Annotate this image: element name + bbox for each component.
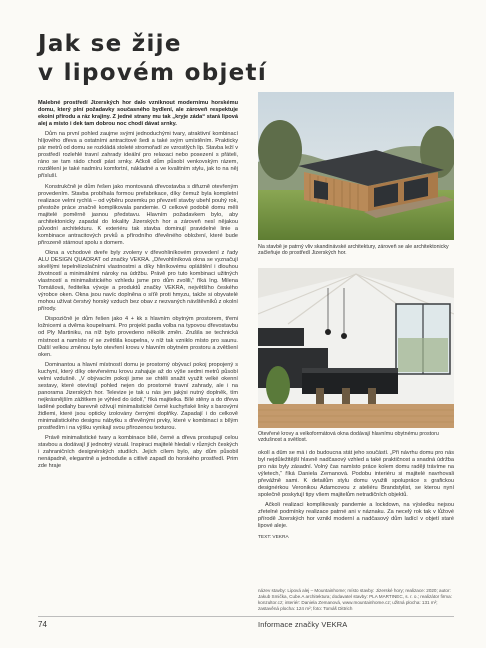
- house-exterior-photo: [258, 92, 454, 240]
- project-credits: název stavby: Lipová alej – Mountainhome; místo stavby: Jizerské hory; realizace: 2020; autor: Jakub Smička, Cube.A architektura; dodavatel stavby: PLA MARTINEC, s. r. o.; realizátor firma: konzultor.cz; interiér: Daniela Zemanová, www.mountainhome.cz; užitná plocha: 131 m²; zastavěná plocha: 124 m²; foto: Tomáš Dittrich: [258, 588, 452, 611]
- paragraph: Dominantou a hlavní místností domu je prostorný obývací pokoj propojený s kuchyní, který díky otevřenému krovu zahajuje až do výše sedmi metrů působí velmi vzdušně. „V obývacím pokoji jsme se chtěli snažit využít velké okenní sestavy, které otevírají pohled nejen do prostorné travní zahrady, ale i na panorama Jizerských hor. Televize je tak u nás jen jakýsi nutný doplněk, tím nejkrásnějším zážitkem je výhled do údolí,“ říká majitelka. Bílé stěny a do dřeva laděné podlahy barevně ožívují minimalistické černé kuchyňské linky s barovými židlemi, které jsou opticky izolovány černými doplňky. Zapadají i do celkově minimalistického designu nábytku s dřevěnými prvky, které v kombinaci s bílým prostředím i na výšku vynikají svou přirozenou texturou.: [38, 361, 238, 432]
- lead-paragraph: Malebné prostředí Jizerských hor dalo vzniknout modernímu horskému domu, který plní požadavky současného bydlení, ale zároveň respektuje ekoini přírodu a ráz krajiny. Z jedné strany mu tak „kryje záda“ stará lipová alej a místo i dek tam dobrou noc chodí dávat srnky.: [38, 100, 238, 128]
- photo-caption: Otevřené krovy a velkoformátová okna dodávají hlavnímu obytnému prostoru vzdušnost a světlost.: [258, 431, 439, 444]
- article-title: [38, 30, 267, 88]
- paragraph: Dům na první pohled zaujme svými jednoduchými tvary, atraktivní kombinací hlíjového dřeva a ostatními antracitové šedi a také svým umístěním. Prakticky pár metrů od domu se rozkládá stoleté stromořadí ze vzrostlých lip. Stavba leží v prostředí rozlehlé travní zahrady ideální pro relaxaci nebo posezení s přáteli, ráno se tam rádo chodí pást srnky. Ačkoli dům působí venkovským rázem, rozdělení je také nadmíru komfortní, nákladné a ve kvalitním stylu, jak to na něj přísluší.: [38, 131, 238, 180]
- paragraph: Konstrukčně je dům řešen jako montovaná dřevostavba s difuzně otevřeným provedením. Stavba probíhala formou prefabrikace, díky čemuž byla kompletní realizace velmi rychlá – od výběru pozemku po převzetí stavby ubehl pouhý rok, přestože práce značně komplikovala pandemie. O celkové podobě domu měli majitelé poměrně jasnou představu. Hlavním požadavkem bylo, aby architektonicky zapadal do lokality Jizerských hor a zároveň nesl nějakou původní architekturu. K exteriéru tak stavba dominují pravidelné linie a kombinace antracitových prvků a přírodního dřevěného obložení, které bude přirozeně stárnout spolu s domem.: [38, 183, 238, 246]
- paragraph: Okna a vchodové dveře byly zvoleny v dřevohliníkovém provedení z řady ALU DESIGN QUADRAT od značky VEKRA. „Dřevohliníková okna se vyznačují skvělými tepelněizolačními vlastnostmi a díky hliníkovému opláštění i dlouhou životností a minimálními nároky na údržbu. Právě pro tuto kombinaci užitných vlastností a minimalistického vzhledu jsme pro dům zvolili,“ říká Ing. Milena Tomášová, ředitelka vývoje a produktů značky VEKRA, největšího českého výrobce oken. Okna jsou navíc doplněna o síťě proti hmyzu, takže si obyvatelé mohou užívat čerstvý horský vzduch bez obav z nezvaných návštěvníků z okolní přírody.: [38, 249, 238, 313]
- interior-illustration: [258, 268, 454, 428]
- paragraph: Dispozičně je dům řešen jako 4 + kk s hlavním obytným prostorem, třemi ložnicemi a dvěma koupelnami. Pro projekt padla volba na typovou dřevostavbu od Ply Martiniku, na níž bylo provedeno několik změn. Zrušila se technická místnost a namísto ní se zvětšila koupelna, v níž tak vzniklo místo pro saunu. Další velkou změnou bylo otevření krovu v hlavním obytném prostoru a zvětšení oken.: [38, 316, 238, 358]
- paragraph: okolí a dům se má i do budoucna stát jeho součástí. „Při návrhu domu pro nás byl nejdůležitější hlavně nadčasový vzhled a také praktičnost a snadná údržba pro nás byly zásadní. Volný čas namísto práce kolem domu raději trávíme na výletech,“ říká Daniela Zemanová. Podobu interiéru si majitelé navrhovali převážně sami. K detailům stylu domu využili spolupráce s grafickou designérkou Veronikou Adamcovou z ateliéru Brandstylist, se kterou nyní společně poskytují tipy všem majitelům netradičních objektů.: [258, 450, 454, 499]
- page-number: 74: [38, 620, 47, 629]
- paragraph: Právě minimalistické tvary a kombinace bílé, černé a dřeva prostupují celou stavbou a dodávají jí jednotný vizuál. Inspiraci majitelé hledali v různých českých i zahraničních designérských studiích. Jejich cílem bylo, aby dům působil nenápadně, elegantně a jednoduše a citlivě zapadl do horského prostředí. Prim zde hraje: [38, 435, 238, 470]
- footer-divider: [38, 616, 454, 617]
- article-signature: TEXT: VEKRA: [258, 534, 289, 540]
- title-line-2: v lipovém objetí: [38, 60, 268, 86]
- photo-caption: Na stavbě je patrný vliv skandinávské architektury, zároveň se ale architektonicky začleňuje do prostředí Jizerských hor.: [258, 244, 449, 257]
- interior-photo: [258, 268, 454, 428]
- footer-section-title: Informace značky VEKRA: [258, 620, 348, 629]
- title-line-1: Jak se žije: [38, 31, 182, 57]
- house-exterior-illustration: [258, 92, 454, 240]
- paragraph: Ačkoli realizaci komplikovaly pandemie a lockdown, na výsledku nejsou zřetelné podmínky realizace patrné ani v náznaku. Za necelý rok tak v lůžové přírodě Jizerských hor vznikl moderní a nadčasový dům ladící v objetí staré lipové aleje.: [258, 502, 454, 530]
- article-column-left: [38, 100, 238, 612]
- article-column-right: [258, 450, 454, 590]
